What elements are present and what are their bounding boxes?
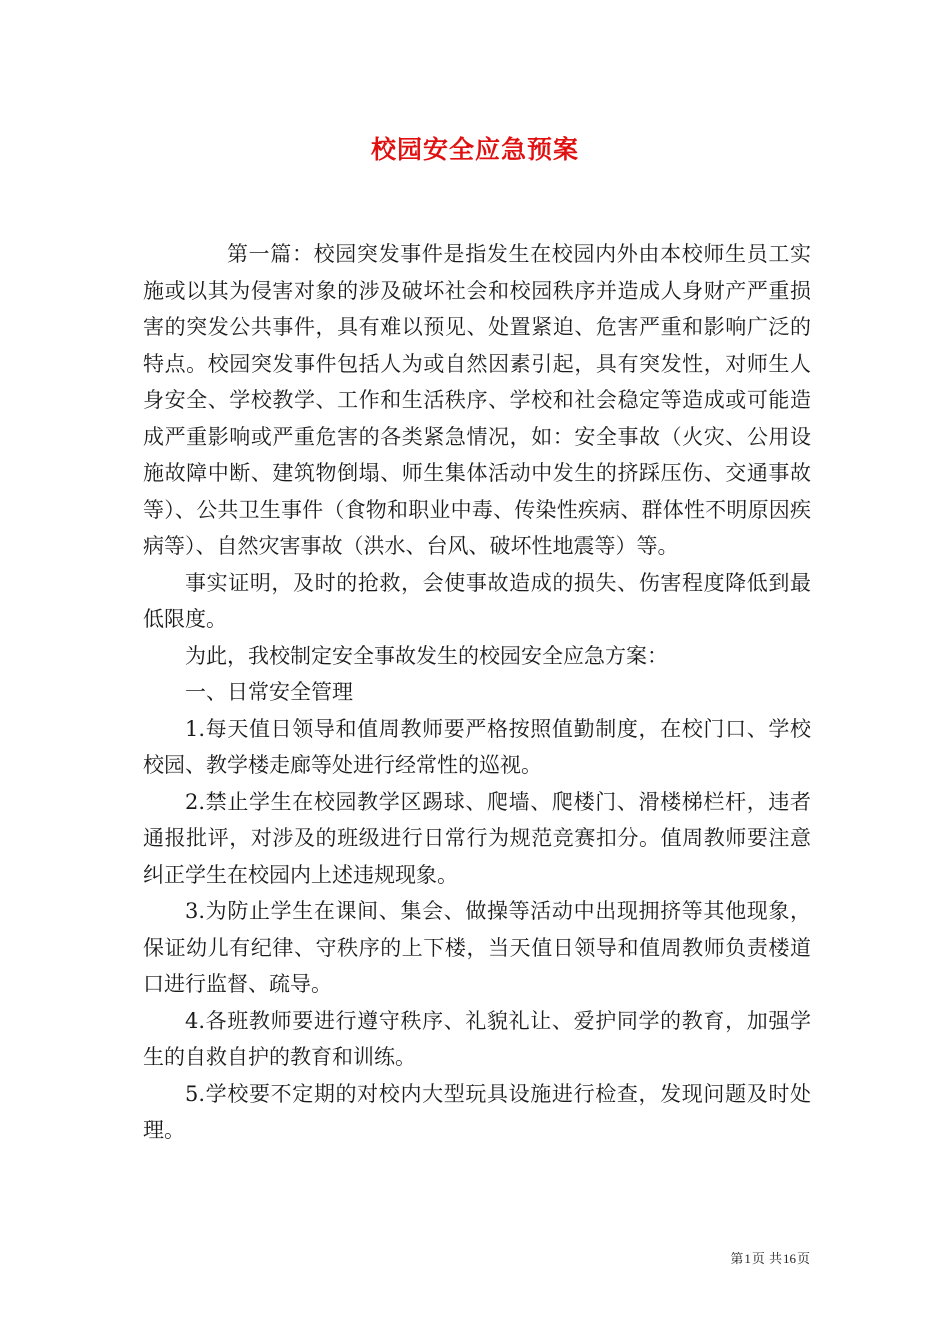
list-item-3: 3.为防止学生在课间、集会、做操等活动中出现拥挤等其他现象，保证幼儿有纪律、守秩序的上下楼，当天值日领导和值周教师负责楼道口进行监督、疏导。: [143, 899, 811, 996]
document-title: 校园安全应急预案: [370, 135, 579, 164]
paragraph-fact: 事实证明，及时的抢救，会使事故造成的损失、伤害程度降低到最低限度。: [143, 570, 811, 631]
footer-suffix: 页: [796, 1252, 810, 1267]
current-page-number: 1: [744, 1251, 751, 1266]
list-item-5: 5.学校要不定期的对校内大型玩具设施进行检查，发现问题及时处理。: [143, 1081, 811, 1142]
paragraph-intro: 第一篇：校园突发事件是指发生在校园内外由本校师生员工实施或以其为侵害对象的涉及破坏社会和校园秩序并造成人身财产严重损害的突发公共事件，具有难以预见、处置紧迫、危害严重和影响广泛的特点。校园突发事件包括人为或自然因素引起，具有突发性，对师生人身安全、学校教学、工作和生活秩序、学校和社会稳定等造成或可能造成严重影响或严重危害的各类紧急情况，如：安全事故（火灾、公用设施故障中断、建筑物倒塌、师生集体活动中发生的挤踩压伤、交通事故等）、公共卫生事件（食物和职业中毒、传染性疾病、群体性不明原因疾病等）、自然灾害事故（洪水、台风、破坏性地震等）等。: [143, 242, 811, 558]
section-heading-daily-management: 一、日常安全管理: [185, 680, 353, 704]
list-item-2: 2.禁止学生在校园教学区踢球、爬墙、爬楼门、滑楼梯栏杆，违者通报批评，对涉及的班级进行日常行为规范竞赛扣分。值周教师要注意纠正学生在校园内上述违规现象。: [143, 789, 811, 887]
document-body: [143, 236, 811, 1149]
page-number-footer: [700, 1248, 810, 1267]
list-item-4: 4.各班教师要进行遵守秩序、礼貌礼让、爱护同学的教育，加强学生的自救自护的教育和训练。: [143, 1008, 811, 1069]
total-pages-number: 16: [782, 1251, 796, 1266]
footer-prefix: 第: [730, 1252, 744, 1267]
paragraph-plan-intro: 为此，我校制定安全事故发生的校园安全应急方案：: [185, 643, 668, 668]
list-item-1: 1.每天值日领导和值周教师要严格按照值勤制度，在校门口、学校校园、教学楼走廊等处进行经常性的巡视。: [143, 716, 811, 777]
footer-middle: 页 共: [751, 1252, 782, 1267]
